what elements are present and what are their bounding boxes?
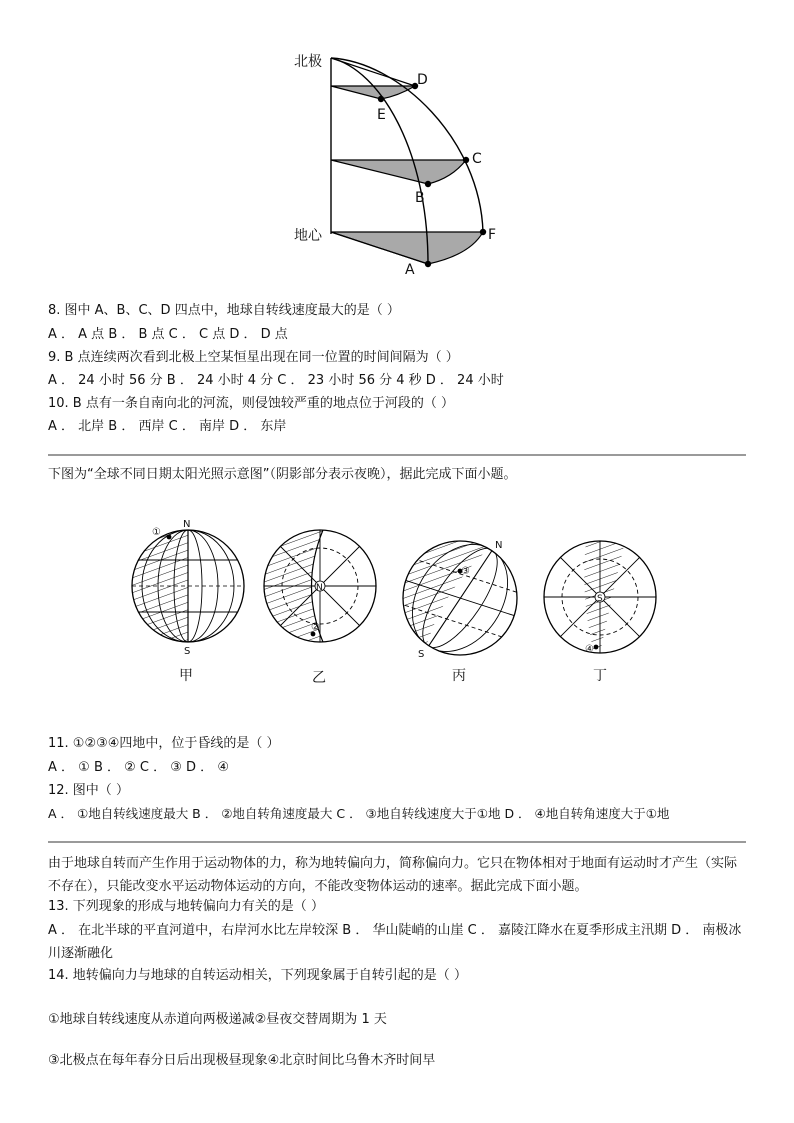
- caption-bing: 丙: [452, 668, 466, 684]
- statement-1-2: ①地球自转线速度从赤道向两极递减②昼夜交替周期为 1 天: [48, 1012, 387, 1027]
- q12-options: A ． ①地自转线速度最大 B ． ②地自转角速度最大 C ． ③地自转线速度大于①地 D ． ④地自转角速度大于①地: [48, 806, 670, 821]
- q10-options: A ． 北岸 B ． 西岸 C ． 南岸 D ． 东岸: [48, 419, 287, 434]
- outer-meridian: [331, 58, 483, 232]
- q13-stem: 13. 下列现象的形成与地转偏向力有关的是（ ）: [48, 899, 324, 914]
- label-b: B: [415, 190, 425, 206]
- q8-options: A ． A 点 B ． B 点 C ． C 点 D ． D 点: [48, 327, 288, 342]
- point-a: [425, 261, 431, 267]
- globe-bing-n-label: N: [495, 540, 503, 551]
- label-c: C: [472, 151, 482, 167]
- point-c: [463, 157, 469, 163]
- label-earth-center: 地心: [294, 228, 322, 244]
- q8-stem: 8. 图中 A、B、C、D 四点中，地球自转线速度最大的是（ ）: [48, 303, 400, 318]
- section2-intro: 下图为“全球不同日期太阳光照示意图”（阴影部分表示夜晚），据此完成下面小题。: [48, 467, 517, 482]
- section-divider-2: [48, 841, 746, 843]
- label-north-pole: 北极: [294, 54, 322, 70]
- mark-3: ③: [461, 566, 470, 577]
- shade-df-band-top: [331, 86, 415, 99]
- label-a: A: [405, 262, 415, 278]
- globe-yi: [264, 530, 376, 642]
- section3-intro: 由于地球自转而产生作用于运动物体的力，称为地转偏向力，简称偏向力。它只在物体相对于地面有运动时才产生（实际不存在），只能改变水平运动物体运动的方向，不能改变物体运动的速率。据此完成下面小题。: [48, 856, 738, 894]
- q12-stem: 12. 图中（ ）: [48, 783, 129, 798]
- statement-3-4: ③北极点在每年春分日后出现极昼现象④北京时间比乌鲁木齐时间早: [48, 1053, 436, 1068]
- caption-ding: 丁: [593, 668, 607, 684]
- section-divider-1: [48, 454, 746, 456]
- shade-band-bottom: [331, 232, 483, 264]
- label-d: D: [417, 72, 428, 88]
- q10-stem: 10. B 点有一条自南向北的河流，则侵蚀较严重的地点位于河段的（ ）: [48, 396, 454, 411]
- caption-yi: 乙: [312, 670, 326, 686]
- label-f: F: [488, 227, 497, 243]
- mark-2: ②: [311, 622, 320, 633]
- globe-bing: [393, 526, 528, 662]
- q13-options: A ． 在北半球的平直河道中，右岸河水比左岸较深 B ． 华山陡峭的山崖 C ． 嘉陵江降水在夏季形成主汛期 D ． 南极冰川逐渐融化: [48, 923, 742, 961]
- q9-options: A ． 24 小时 56 分 B ． 24 小时 4 分 C ． 23 小时 56 分 4 秒 D ． 24 小时: [48, 373, 504, 388]
- shade-band-middle: [331, 160, 466, 184]
- q14-stem: 14. 地转偏向力与地球的自转运动相关，下列现象属于自转引起的是（ ）: [48, 968, 467, 983]
- label-e: E: [377, 107, 386, 123]
- point-e: [378, 96, 384, 102]
- globe-jia: [132, 519, 244, 657]
- globe-ding-s-label: S: [597, 594, 603, 604]
- q9-stem: 9. B 点连续两次看到北极上空某恒星出现在同一位置的时间间隔为（ ）: [48, 350, 459, 365]
- point-b: [425, 181, 431, 187]
- globe-bing-s-label: S: [418, 649, 425, 660]
- globe-ding: [544, 541, 656, 655]
- caption-jia: 甲: [179, 668, 193, 684]
- globe-jia-s-label: S: [184, 646, 191, 657]
- globe-yi-n-label: N: [316, 583, 323, 593]
- q11-options: A ． ① B ． ② C ． ③ D ． ④: [48, 760, 229, 775]
- mark-4: ④: [585, 644, 594, 655]
- globe-jia-n-label: N: [183, 519, 191, 530]
- earth-quarter-section-diagram: [280, 44, 510, 280]
- mark-1: ①: [152, 527, 161, 538]
- sunlight-globes-diagram: [120, 512, 680, 662]
- point-f: [480, 229, 486, 235]
- q11-stem: 11. ①②③④四地中，位于昏线的是（ ）: [48, 736, 280, 751]
